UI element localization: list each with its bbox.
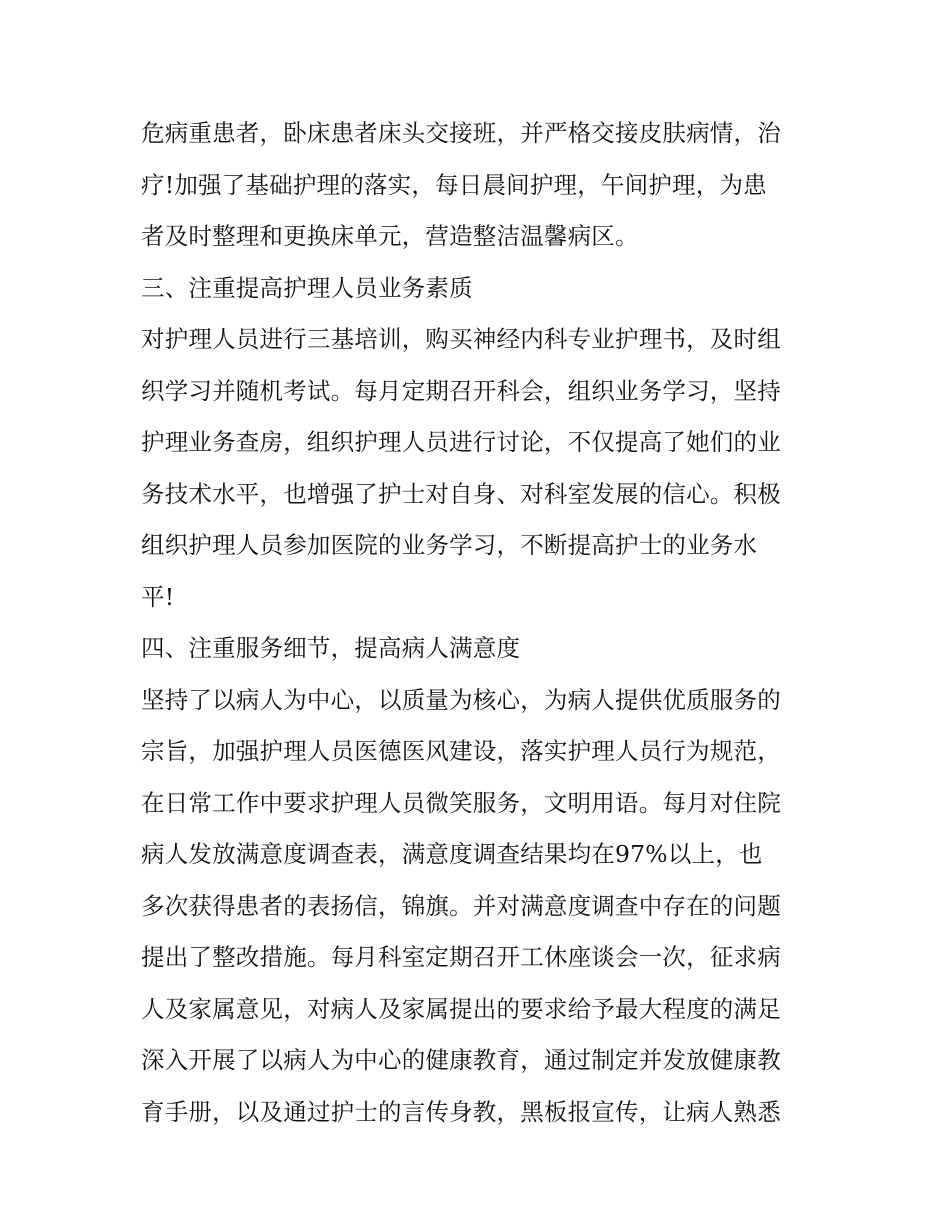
text-line: 宗旨，加强护理人员医德医风建设，落实护理人员行为规范，: [141, 737, 781, 765]
document-body: [141, 108, 821, 1138]
text-line: 坚持了以病人为中心，以质量为核心，为病人提供优质服务的: [141, 685, 781, 714]
section-heading: 三、注重提高护理人员业务素质: [141, 273, 473, 302]
text-line: 人及家属意见，对病人及家属提出的要求给予最大程度的满足: [141, 994, 781, 1023]
text-line: 危病重患者，卧床患者床头交接班，并严格交接皮肤病情，治: [141, 119, 781, 147]
text-line: 深入开展了以病人为中心的健康教育，通过制定并发放健康教: [141, 1046, 781, 1074]
text-line: 在日常工作中要求护理人员微笑服务，文明用语。每月对住院: [141, 788, 781, 817]
text-line: 提出了整改措施。每月科室定期召开工休座谈会一次，征求病: [141, 943, 781, 971]
text-line: 病人发放满意度调查表，满意度调查结果均在97%以上，也: [141, 840, 763, 868]
section-heading: 四、注重服务细节，提高病人满意度: [141, 634, 521, 662]
text-line: 育手册，以及通过护士的言传身教，黑板报宣传，让病人熟悉: [141, 1097, 781, 1126]
text-line: 平!: [141, 582, 175, 611]
text-line: 护理业务查房，组织护理人员进行讨论，不仅提高了她们的业: [141, 428, 781, 456]
text-line: 多次获得患者的表扬信，锦旗。并对满意度调查中存在的问题: [141, 891, 781, 920]
text-line: 组织护理人员参加医院的业务学习，不断提高护士的业务水: [141, 531, 758, 559]
text-line: 对护理人员进行三基培训，购买神经内科专业护理书，及时组: [141, 325, 781, 353]
text-line: 者及时整理和更换床单元，营造整洁温馨病区。: [141, 222, 639, 250]
text-line: 务技术水平，也增强了护士对自身、对科室发展的信心。积极: [141, 479, 781, 508]
text-line: 疗!加强了基础护理的落实，每日晨间护理，午间护理，为患: [141, 170, 767, 199]
text-line: 织学习并随机考试。每月定期召开科会，组织业务学习，坚持: [141, 376, 781, 405]
